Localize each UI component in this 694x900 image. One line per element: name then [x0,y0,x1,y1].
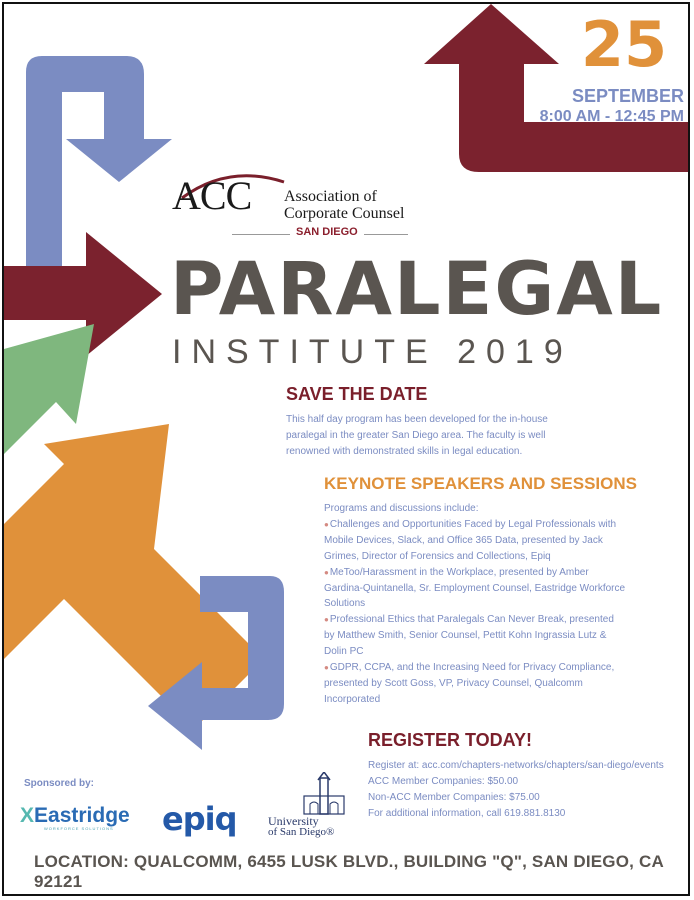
save-the-date-text [286,412,586,460]
sessions-intro: Programs and discussions include: [324,503,479,514]
eastridge-logo: XEastridge [20,804,130,827]
keynote-heading: KEYNOTE SPEAKERS AND SESSIONS [324,474,637,493]
save-line: renowned with demonstrated skills in legal education. [286,446,523,457]
register-url[interactable]: Register at: acc.com/chapters-networks/chapters/san-diego/events [368,760,664,771]
save-line: paralegal in the greater San Diego area. The faculty is well [286,430,546,441]
epiq-logo: epiq [162,800,237,838]
green-arrow [4,324,94,454]
logo-name-line1: Association of [284,188,377,205]
acc-logo [172,164,422,244]
register-price-member: ACC Member Companies: $50.00 [368,776,519,787]
page-subtitle: INSTITUTE 2019 [172,333,573,371]
session-line: Gardina-Quintanella, Sr. Employment Counsel, Eastridge Workforce [324,582,626,594]
session-line: presented by Scott Goss, VP, Privacy Counsel, Qualcomm [324,677,583,689]
event-location: LOCATION: QUALCOMM, 6455 LUSK BLVD., BUILDING "Q", SAN DIEGO, CA 92121 [34,852,664,891]
blue-arrow-top [26,56,172,274]
register-contact: For additional information, call 619.881.8130 [368,808,566,819]
register-price-nonmember: Non-ACC Member Companies: $75.00 [368,792,540,803]
flyer [2,2,690,896]
event-time: 8:00 AM - 12:45 PM [539,108,684,125]
session-item: ● GDPR, CCPA, and the Increasing Need for Privacy Compliance, [324,660,644,676]
session-item: ● Challenges and Opportunities Faced by Legal Professionals with [324,517,644,533]
logo-chapter: SAN DIEGO [290,226,364,238]
session-item: ● Professional Ethics that Paralegals Can Never Break, presented [324,612,644,628]
session-line: Solutions [324,598,366,610]
save-the-date-heading: SAVE THE DATE [286,384,428,404]
logo-name-line2: Corporate Counsel [284,205,405,222]
session-line: by Matthew Smith, Senior Counsel, Pettit Kohn Ingrassia Lutz & [324,630,607,642]
sessions-list [324,501,644,708]
sponsored-label: Sponsored by: [24,778,95,789]
session-line: Incorporated [324,693,381,705]
usd-logo-line2: of San Diego® [268,826,335,838]
register-heading: REGISTER TODAY! [368,730,533,750]
page-title: PARALEGAL [170,247,664,332]
session-line: Dolin PC [324,646,364,658]
event-day: 25 [580,8,668,81]
save-line: This half day program has been developed for the in-house [286,414,548,425]
register-info [368,758,690,822]
eastridge-tagline: WORKFORCE SOLUTIONS [44,826,114,831]
logo-acronym: ACC [172,173,252,218]
session-line: Mobile Devices, Slack, and Office 365 Data, presented by Jack [324,534,603,546]
session-item: ● MeToo/Harassment in the Workplace, presented by Amber [324,565,644,581]
session-line: Grimes, Director of Forensics and Collections, Epiq [324,550,551,562]
event-month: SEPTEMBER [571,86,684,106]
usd-logo-line1: University [268,814,319,828]
